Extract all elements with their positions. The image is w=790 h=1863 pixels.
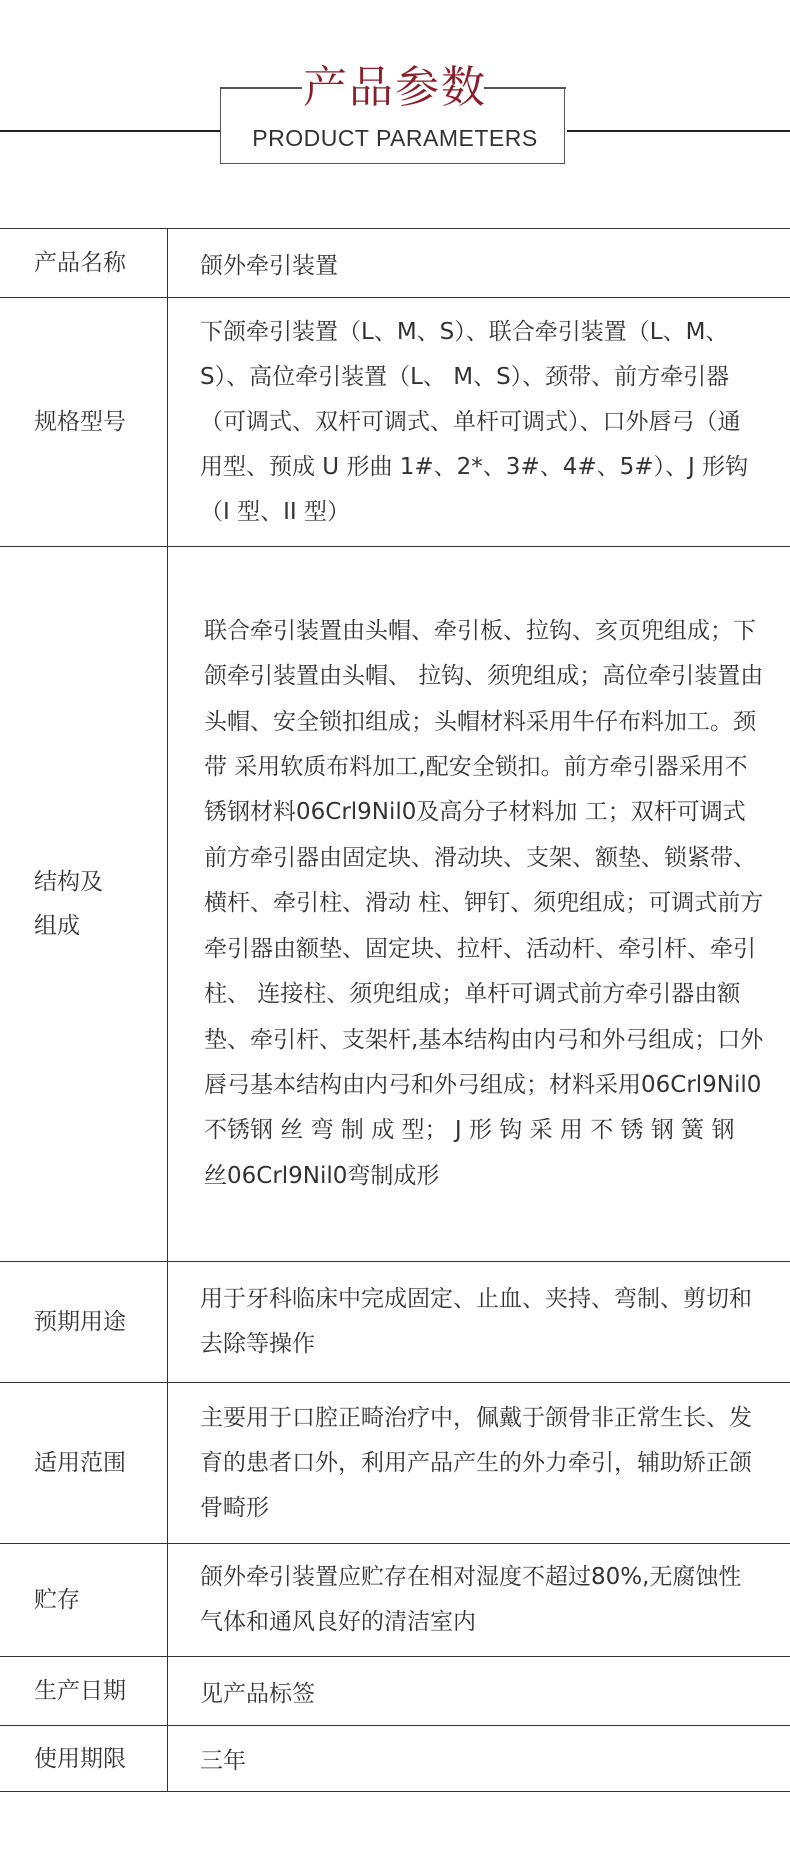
row-value <box>168 1544 790 1656</box>
page-title: 产品参数 <box>303 62 487 113</box>
table-row-service-life <box>0 1726 790 1792</box>
row-value <box>168 1262 790 1382</box>
parameters-table <box>0 228 790 1792</box>
row-label: 预期用途 <box>0 1262 168 1382</box>
row-label-line1: 结构及 <box>34 869 103 895</box>
row-value-text: 联合牵引装置由头帽、牵引板、拉钩、亥页兜组成；下颌牵引装置由头帽、 拉钩、须兜组成；高位牵引装置由头帽、安全锁扣组成；头帽材料采用牛仔布料加工。颈带 采用软质布料加工,配安全锁扣。前方牵引器采用不锈钢材料06Crl9Nil0及高分子材料加 工；双杆可调式前方牵引器由固定块、滑动块、支架、额垫、锁紧带、横杆、牵引柱、滑动 柱、钾钉、须兜组成；可调式前方牵引器由额垫、固定块、拉杆、活动杆、牵引杆、牵引柱、 连接柱、须兜组成；单杆可调式前方牵引器由额垫、牵引杆、支架杆,基本结构由内弓和外弓组成；口外唇弓基本结构由内弓和外弓组成；材料采用06Crl9Nil0不锈钢 丝 弯 制 成 型； J 形 钩 采 用 不 锈 钢 簧 钢 丝06Crl9Nil0弯制成形 <box>204 617 764 1189</box>
table-row-scope <box>0 1383 790 1544</box>
row-label: 贮存 <box>0 1544 168 1656</box>
row-label: 产品名称 <box>0 229 168 297</box>
row-value <box>168 547 790 1261</box>
table-row-production-date <box>0 1657 790 1726</box>
row-value <box>168 1657 790 1725</box>
table-row-intended-use <box>0 1262 790 1383</box>
row-value-text: 颌外牵引装置应贮存在相对湿度不超过80%,无腐蚀性气体和通风良好的清洁室内 <box>200 1564 742 1635</box>
row-value <box>168 1726 790 1791</box>
row-value <box>168 298 790 546</box>
table-row-specification <box>0 298 790 547</box>
row-value-text: 用于牙科临床中完成固定、止血、夹持、弯制、剪切和去除等操作 <box>200 1286 752 1357</box>
row-label <box>0 547 168 1261</box>
row-value-text: 下颌牵引装置（L、M、S）、联合牵引装置（L、M、S）、高位牵引装置（L、 M、S）、颈带、前方牵引器（可调式、双杆可调式、单杆可调式）、口外唇弓（通用型、预成 U 形曲 1#、2*、3#、4#、5#）、J 形钩（I 型、II 型） <box>200 318 749 525</box>
section-header <box>0 0 790 200</box>
row-value-text: 颌外牵引装置 <box>200 252 338 279</box>
row-label: 使用期限 <box>0 1726 168 1791</box>
row-value-text: 三年 <box>200 1748 246 1774</box>
table-row-product-name <box>0 228 790 298</box>
row-label: 规格型号 <box>0 298 168 546</box>
row-value <box>168 229 790 297</box>
row-value <box>168 1383 790 1543</box>
row-label-line2: 组成 <box>34 913 80 939</box>
table-row-storage <box>0 1544 790 1657</box>
row-value-text: 主要用于口腔正畸治疗中，佩戴于颌骨非正常生长、发育的患者口外，利用产品产生的外力牵引，辅助矫正颌骨畸形 <box>200 1404 752 1521</box>
row-value-text: 见产品标签 <box>200 1680 315 1707</box>
row-label: 适用范围 <box>0 1383 168 1543</box>
table-row-structure <box>0 547 790 1262</box>
page-subtitle: PRODUCT PARAMETERS <box>252 125 538 151</box>
row-label: 生产日期 <box>0 1657 168 1725</box>
